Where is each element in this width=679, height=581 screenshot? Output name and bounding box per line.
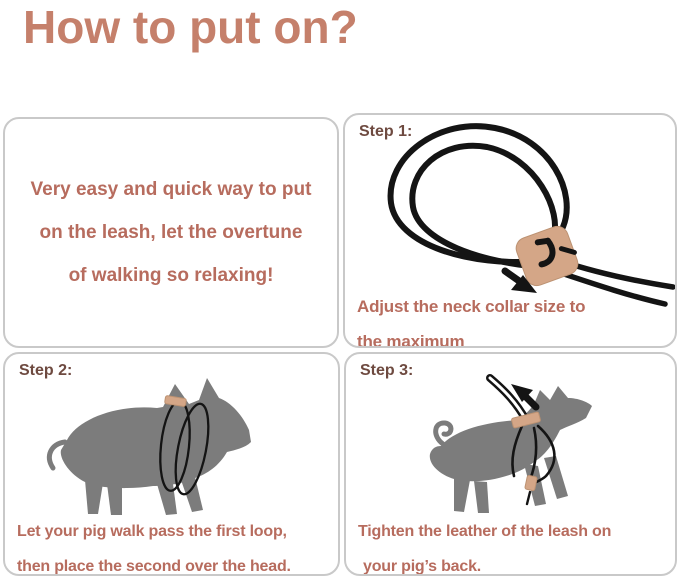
pig-leg: [544, 456, 568, 499]
pig-leg: [474, 481, 489, 513]
intro-panel: [3, 117, 339, 348]
caption-line: your pig’s back.: [363, 558, 482, 575]
caption-line: Adjust the neck collar size to: [357, 297, 586, 316]
pig-leg: [454, 478, 470, 512]
pig-silhouette: [61, 378, 251, 488]
leash-below-buckle: [527, 492, 530, 504]
step3-caption: [358, 514, 611, 576]
caption-line: then place the second over the head.: [17, 558, 291, 575]
caption-line: the maximum: [357, 332, 465, 348]
intro-text-line: Very easy and quick way to put: [30, 179, 312, 200]
intro-text-line: of walking so relaxing!: [68, 265, 274, 286]
step1-label: Step 1:: [359, 123, 413, 140]
intro-text-line: on the leash, let the overtune: [39, 222, 303, 243]
caption-line: Tighten the leather of the leash on: [358, 523, 612, 540]
leash-double-loop-illustration: [345, 115, 677, 307]
leash-lower-buckle-icon: [525, 475, 538, 491]
pig-leg: [107, 484, 122, 515]
step2-label: Step 2:: [19, 362, 73, 379]
step1-panel: [343, 113, 677, 348]
pig-leg: [85, 480, 103, 514]
step1-caption: [357, 289, 585, 348]
step3-label: Step 3:: [360, 362, 414, 379]
caption-line: Let your pig walk pass the first loop,: [17, 523, 287, 540]
step3-panel: [344, 352, 677, 576]
page-title: How to put on?: [23, 1, 358, 53]
step2-panel: [3, 352, 340, 576]
step2-caption: [17, 514, 291, 576]
